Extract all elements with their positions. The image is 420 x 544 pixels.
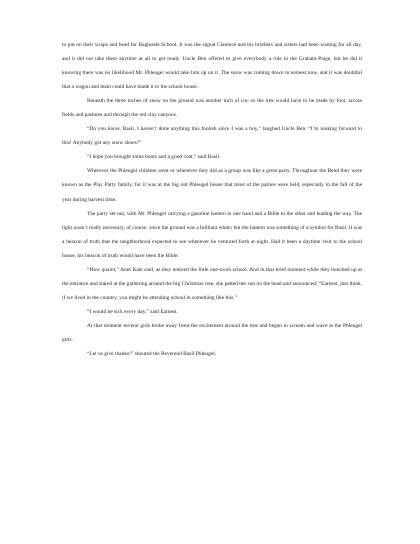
paragraph: Beneath the three inches of snow on the ground was another inch of ice; so the trek would have to be made by foot, across fields and pastures and through the red clay canyons.: [62, 98, 362, 119]
body-text: [62, 38, 362, 361]
paragraph: Wherever the Phleugel children went or whenever they did as a group was like a great party. Throughout the Bend they were known as the Play Party family, for it was at the big old Phleugel house that most of the parties were held, especially in the fall of the year during harvest time.: [62, 168, 362, 203]
paragraph: The party set out, with Mr. Phleugel carrying a gasoline lantern in one hand and a Bible in the other and leading the way. The light wasn’t really necessary, of course, since the ground was a brilliant white; but the lantern was something of a symbol for Basil. It was a beacon of truth that the neighborhood expected to see whenever he ventured forth at night. Had it been a daytime visit to the school house, his beacon of truth would have been the Bible.: [62, 210, 362, 259]
paragraph: “Let us give thanks!” shouted the Reverend Basil Phleugel.: [87, 351, 217, 358]
paragraph: to put on their wraps and head for Bagtussle School. It was the signal Clarence and his brothers and sisters had been waiting for all day, and it did not take them anytime at all to get ready. Uncle Ben offered to give everybody a ride in the Graham-Paige, but he did it knowing there was no likelihood Mr. Phleugel would take him up on it. The snow was coming down in earnest now, and it was doubtful that a wagon and team could have made it to the school house.: [62, 42, 362, 91]
paragraph: “I hope you brought some boots and a good coat,” said Basil.: [87, 154, 221, 161]
paragraph: “I would be sick every day,” said Earnest.: [87, 308, 178, 315]
paragraph: “How quaint,” Aunt Kate said, as they entered the little one-room school. And in that brief moment while they bunched up at the entrance and stared at the gathering around the big Christmas tree, she patted her son on the head and announced: “Earnest, just think, if we lived in the country, you might be attending school in something like this.”: [62, 266, 362, 301]
paragraph: “Do you know, Basil, I haven’t done anything this foolish since I was a boy,” laughed Uncle Ben. “I’m looking forward to this! Anybody got any snow shoes?”: [62, 126, 362, 147]
paragraph: At that moment several girls broke away from the excitement around the tree and began to scream and wave at the Phleugel girls.: [62, 322, 362, 343]
